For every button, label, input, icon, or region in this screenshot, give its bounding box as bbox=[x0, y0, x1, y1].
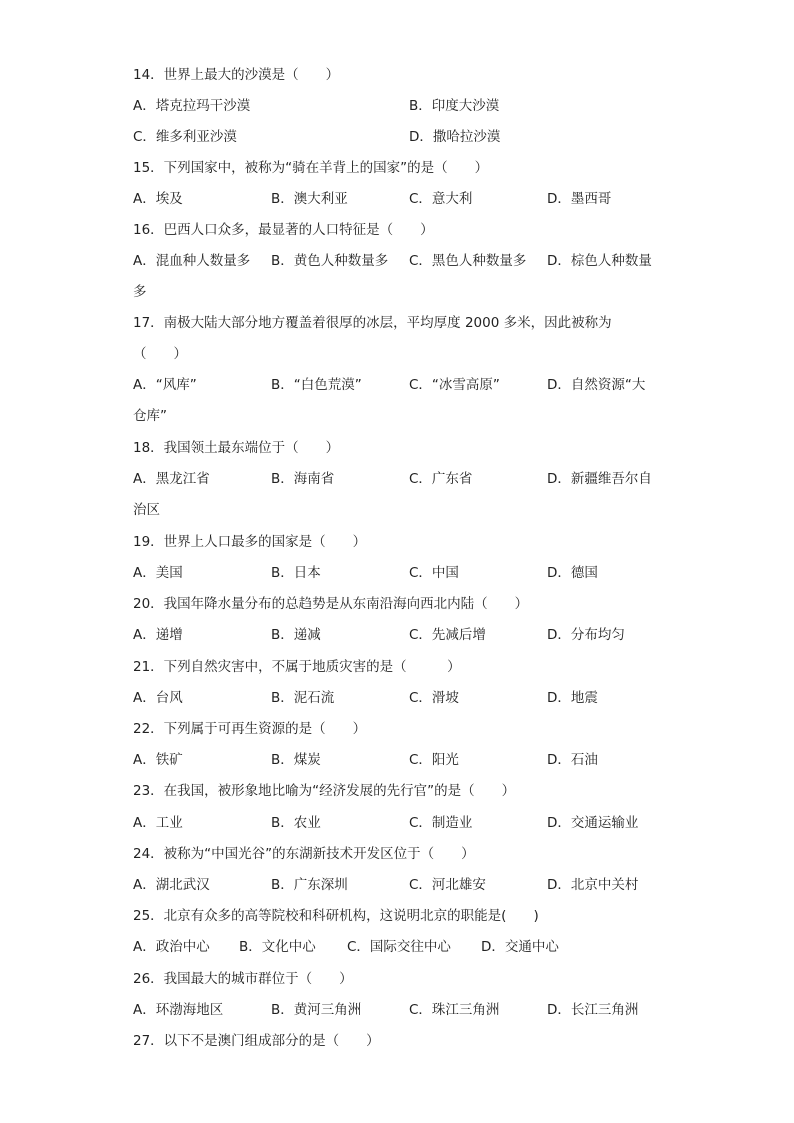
question-stem: 16．巴西人口众多，最显著的人口特征是（ ） bbox=[133, 222, 434, 238]
option-c: C．制造业 bbox=[409, 815, 473, 831]
question-stem: 26．我国最大的城市群位于（ ） bbox=[133, 971, 353, 987]
option-c: C．中国 bbox=[409, 565, 459, 581]
option-b: B．日本 bbox=[271, 565, 321, 581]
question-stem-wrap: （ ） bbox=[133, 346, 187, 362]
option-wrap: 多 bbox=[133, 284, 147, 300]
option-b: B．黄色人种数量多 bbox=[271, 253, 389, 269]
question-stem: 18．我国领土最东端位于（ ） bbox=[133, 440, 340, 456]
option-a: A．政治中心 bbox=[133, 939, 210, 955]
question-stem: 25．北京有众多的高等院校和科研机构，这说明北京的职能是( ) bbox=[133, 908, 539, 924]
option-a: A．混血种人数量多 bbox=[133, 253, 251, 269]
option-b: B．递减 bbox=[271, 627, 321, 643]
option-b: B．煤炭 bbox=[271, 752, 321, 768]
option-d: D．墨西哥 bbox=[547, 191, 612, 207]
option-a: A．美国 bbox=[133, 565, 183, 581]
option-d: D．交通运输业 bbox=[547, 815, 639, 831]
option-b: B．黄河三角洲 bbox=[271, 1002, 362, 1018]
option-b: B．海南省 bbox=[271, 471, 335, 487]
question-stem: 20．我国年降水量分布的总趋势是从东南沿海向西北内陆（ ） bbox=[133, 596, 529, 612]
option-a: A．黑龙江省 bbox=[133, 471, 210, 487]
option-a: A．塔克拉玛干沙漠 bbox=[133, 98, 251, 114]
option-wrap: 治区 bbox=[133, 502, 160, 518]
option-wrap: 仓库” bbox=[133, 408, 167, 424]
question-stem: 24．被称为“中国光谷”的东湖新技术开发区位于（ ） bbox=[133, 846, 475, 862]
option-d: D．交通中心 bbox=[481, 939, 559, 955]
option-d: D．新疆维吾尔自 bbox=[547, 471, 652, 487]
option-d: D．德国 bbox=[547, 565, 598, 581]
option-a: A．工业 bbox=[133, 815, 183, 831]
option-d: D．撒哈拉沙漠 bbox=[409, 129, 501, 145]
option-c: C．意大利 bbox=[409, 191, 473, 207]
question-stem: 15．下列国家中，被称为“骑在羊背上的国家”的是（ ） bbox=[133, 160, 489, 176]
question-stem: 14．世界上最大的沙漠是（ ） bbox=[133, 67, 340, 83]
option-c: C．河北雄安 bbox=[409, 877, 486, 893]
option-d: D．北京中关村 bbox=[547, 877, 639, 893]
option-d: D．地震 bbox=[547, 690, 598, 706]
option-a: A．埃及 bbox=[133, 191, 183, 207]
option-b: B．澳大利亚 bbox=[271, 191, 348, 207]
question-stem: 23．在我国，被形象地比喻为“经济发展的先行官”的是（ ） bbox=[133, 783, 516, 799]
option-c: C．黑色人种数量多 bbox=[409, 253, 527, 269]
option-a: A．递增 bbox=[133, 627, 183, 643]
option-c: C．珠江三角洲 bbox=[409, 1002, 500, 1018]
question-stem: 19．世界上人口最多的国家是（ ） bbox=[133, 534, 367, 550]
option-d: D．自然资源“大 bbox=[547, 377, 646, 393]
option-a: A．铁矿 bbox=[133, 752, 183, 768]
option-c: C．“冰雪高原” bbox=[409, 377, 500, 393]
option-c: C．阳光 bbox=[409, 752, 459, 768]
option-d: D．长江三角洲 bbox=[547, 1002, 639, 1018]
option-c: C．先减后增 bbox=[409, 627, 486, 643]
option-a: A．台风 bbox=[133, 690, 183, 706]
option-d: D．分布均匀 bbox=[547, 627, 625, 643]
option-b: B．文化中心 bbox=[239, 939, 316, 955]
option-c: C．国际交往中心 bbox=[347, 939, 451, 955]
question-stem: 27．以下不是澳门组成部分的是（ ） bbox=[133, 1033, 380, 1049]
option-a: A．湖北武汉 bbox=[133, 877, 210, 893]
option-b: B．泥石流 bbox=[271, 690, 335, 706]
option-c: C．维多利亚沙漠 bbox=[133, 129, 237, 145]
option-b: B．农业 bbox=[271, 815, 321, 831]
option-b: B．广东深圳 bbox=[271, 877, 348, 893]
option-c: C．广东省 bbox=[409, 471, 473, 487]
option-b: B．印度大沙漠 bbox=[409, 98, 500, 114]
option-c: C．滑坡 bbox=[409, 690, 459, 706]
option-d: D．石油 bbox=[547, 752, 598, 768]
option-b: B．“白色荒漠” bbox=[271, 377, 362, 393]
question-stem: 22．下列属于可再生资源的是（ ） bbox=[133, 721, 367, 737]
question-stem: 17．南极大陆大部分地方覆盖着很厚的冰层，平均厚度 2000 多米，因此被称为 bbox=[133, 315, 612, 331]
option-d: D．棕色人种数量 bbox=[547, 253, 652, 269]
question-stem: 21．下列自然灾害中，不属于地质灾害的是（ ） bbox=[133, 659, 461, 675]
option-a: A．“风库” bbox=[133, 377, 197, 393]
option-a: A．环渤海地区 bbox=[133, 1002, 224, 1018]
